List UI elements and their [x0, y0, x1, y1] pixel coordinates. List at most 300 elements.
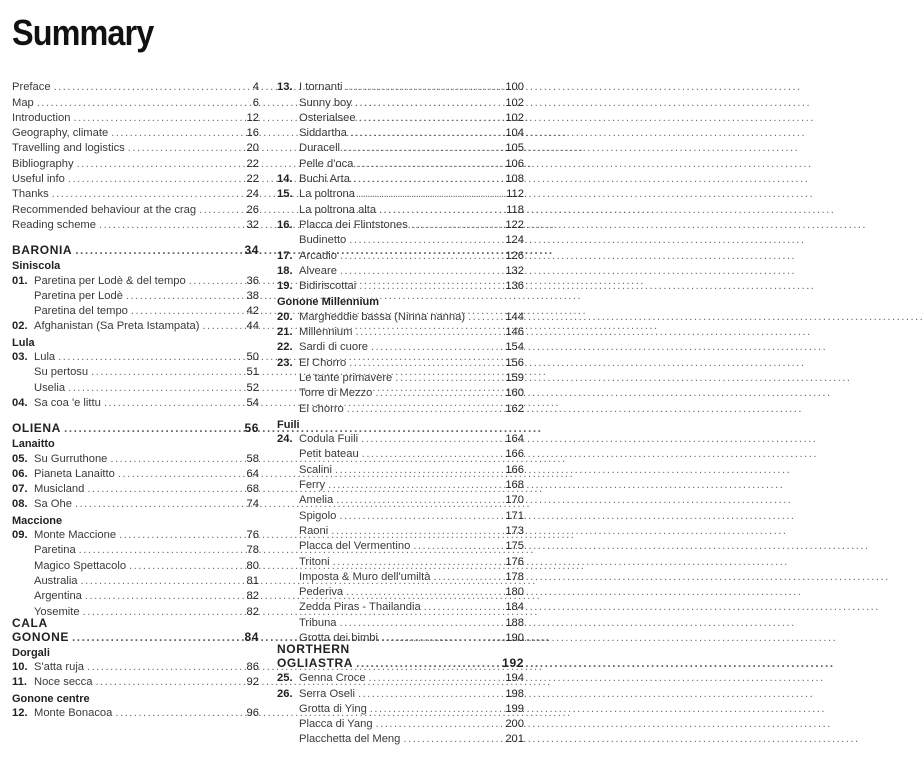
area-heading: Dorgali	[12, 646, 50, 659]
leader-dots	[367, 703, 506, 716]
entry-title: Torre di Mezzo	[299, 387, 373, 400]
entry-title: Sa Ohe	[34, 498, 72, 511]
entry-title: Lula	[34, 351, 56, 364]
page-number: 105	[505, 142, 524, 155]
leader-dots	[400, 733, 505, 746]
leader-dots	[352, 97, 505, 110]
leader-dots	[355, 688, 505, 701]
leader-dots	[392, 372, 505, 385]
toc-subentry[interactable]	[277, 731, 524, 746]
page-number: 132	[505, 264, 524, 277]
leader-dots	[336, 510, 505, 523]
region-heading[interactable]	[12, 239, 259, 257]
page-number: 190	[505, 631, 524, 644]
toc-entry[interactable]	[277, 247, 524, 262]
toc-entry[interactable]	[12, 659, 259, 674]
entry-title: Budinetto	[299, 234, 347, 247]
toc-subentry[interactable]	[12, 573, 259, 588]
toc-entry[interactable]	[277, 278, 524, 293]
entry-number: 14.	[277, 173, 293, 186]
leader-dots	[92, 676, 246, 689]
toc-subentry[interactable]	[277, 385, 524, 400]
toc-entry[interactable]	[12, 155, 259, 170]
entry-title: Zedda Piras - Thailandia	[299, 601, 421, 614]
page-number: 56	[244, 420, 259, 435]
page-number: 68	[246, 483, 259, 496]
toc-subentry[interactable]	[277, 614, 524, 629]
leader-dots	[333, 494, 505, 507]
toc-subentry[interactable]	[277, 155, 524, 170]
page-number: 201	[505, 733, 524, 746]
page-number: 34	[244, 242, 259, 257]
leader-dots	[352, 326, 505, 339]
leader-dots	[199, 320, 246, 333]
toc-entry[interactable]	[12, 674, 259, 689]
entry-number: 25.	[277, 672, 293, 685]
page-number: 194	[505, 672, 524, 685]
leader-dots	[410, 540, 505, 553]
toc-subentry[interactable]	[277, 201, 524, 216]
toc-entry[interactable]	[277, 217, 524, 232]
leader-dots	[82, 590, 247, 603]
toc-subentry[interactable]	[277, 716, 524, 731]
leader-dots	[366, 672, 506, 685]
entry-title: Petit bateau	[299, 448, 359, 461]
page-number: 22	[246, 157, 259, 170]
page-number: 24	[246, 188, 259, 201]
entry-title: Monte Maccione	[34, 529, 117, 542]
leader-dots	[359, 448, 506, 461]
page-number: 159	[505, 371, 524, 384]
entry-number: 18.	[277, 264, 293, 277]
page-number: 175	[505, 540, 524, 553]
leader-dots	[343, 586, 505, 599]
leader-dots	[350, 173, 505, 186]
leader-dots	[88, 366, 246, 379]
toc-subentry[interactable]	[277, 584, 524, 599]
toc-subentry[interactable]	[277, 370, 524, 385]
toc-subentry[interactable]	[277, 446, 524, 461]
leader-dots	[70, 112, 246, 125]
entry-number: 26.	[277, 687, 293, 700]
leader-dots	[115, 468, 247, 481]
page-number: 184	[505, 601, 524, 614]
entry-title: Bibliography	[12, 157, 74, 170]
page-number: 84	[244, 629, 259, 644]
entry-title: Su pertosu	[34, 366, 89, 379]
page-number: 154	[505, 341, 524, 354]
entry-title: S'atta ruja	[34, 661, 85, 674]
toc-subentry[interactable]	[277, 538, 524, 553]
toc-entry[interactable]	[12, 705, 259, 720]
entry-number: 01.	[12, 274, 28, 287]
entry-title: Arcadio	[299, 249, 337, 262]
entry-title: Buchi Arta	[299, 173, 350, 186]
entry-title: Magico Spettacolo	[34, 559, 127, 572]
leader-dots	[80, 606, 247, 619]
leader-dots	[346, 234, 505, 247]
toc-entry[interactable]	[277, 308, 524, 323]
page-number: 136	[505, 280, 524, 293]
leader-dots	[356, 280, 505, 293]
page-number: 58	[246, 452, 259, 465]
page-number: 102	[505, 111, 524, 124]
toc-subentry[interactable]	[277, 523, 524, 538]
toc-entry[interactable]	[12, 217, 259, 232]
leader-dots	[186, 275, 247, 288]
page-number: 144	[505, 310, 524, 323]
leader-dots	[344, 403, 506, 416]
leader-dots	[373, 718, 506, 731]
toc-subentry[interactable]	[12, 542, 259, 557]
leader-dots	[116, 529, 246, 542]
area-heading: Lula	[12, 336, 35, 349]
toc-entry[interactable]	[277, 186, 524, 201]
page-number: 16	[246, 127, 259, 140]
page-number: 42	[246, 305, 259, 318]
toc-entry[interactable]	[12, 496, 259, 511]
toc-subentry[interactable]	[277, 94, 524, 109]
entry-title: Yosemite	[34, 605, 80, 618]
entry-title: Siddartha	[299, 127, 347, 140]
toc-entry[interactable]	[277, 324, 524, 339]
toc-subentry[interactable]	[12, 588, 259, 603]
page-number: 126	[505, 249, 524, 262]
leader-dots	[112, 707, 246, 720]
page-number: 156	[505, 356, 524, 369]
toc-entry[interactable]	[12, 125, 259, 140]
entry-number: 22.	[277, 341, 293, 354]
toc-entry[interactable]	[12, 349, 259, 364]
entry-title: Genna Croce	[299, 672, 366, 685]
toc-subentry[interactable]	[277, 599, 524, 614]
page-number: 52	[246, 381, 259, 394]
page-number: 12	[246, 111, 259, 124]
page-number: 112	[506, 188, 524, 201]
toc-entry[interactable]	[12, 450, 259, 465]
entry-number: 20.	[277, 310, 293, 323]
entry-title: Margheddie bassa (Ninna nanna)	[299, 310, 466, 323]
leader-dots	[84, 483, 246, 496]
entry-title: Tritoni	[299, 555, 330, 568]
leader-dots	[65, 173, 247, 186]
entry-title: Reading scheme	[12, 218, 96, 231]
page-number: 32	[246, 218, 259, 231]
area-heading: Gonone Millennium	[277, 296, 380, 309]
page-number: 100	[505, 81, 524, 94]
leader-dots	[337, 265, 505, 278]
leader-dots	[330, 556, 506, 569]
page-number: 124	[505, 234, 524, 247]
toc-entry[interactable]	[12, 79, 259, 94]
toc-subentry[interactable]	[277, 701, 524, 716]
entry-title: Paretina del tempo	[34, 305, 128, 318]
entry-number: 07.	[12, 483, 28, 496]
area-heading: Maccione	[12, 514, 63, 527]
area-heading: Fuili	[277, 418, 300, 431]
entry-title: Placca di Yang	[299, 718, 373, 731]
entry-title: Raoni	[299, 524, 329, 537]
page-number: 54	[246, 396, 259, 409]
toc-entry[interactable]	[277, 670, 524, 685]
page-number: 171	[505, 509, 524, 522]
toc-subentry[interactable]	[277, 110, 524, 125]
page-number: 82	[246, 605, 259, 618]
leader-dots	[65, 382, 246, 395]
entry-title: Osterialsee	[299, 111, 356, 124]
page-number: 22	[246, 173, 259, 186]
entry-title: Afghanistan (Sa Preta Istampata)	[34, 320, 200, 333]
toc-entry[interactable]	[12, 272, 259, 287]
toc-entry[interactable]	[277, 79, 524, 94]
leader-dots	[78, 575, 247, 588]
toc-left-column	[12, 79, 259, 720]
entry-title: Ferry	[299, 479, 326, 492]
leader-dots	[332, 464, 505, 477]
toc-subentry[interactable]	[12, 303, 259, 318]
entry-number: 15.	[277, 188, 293, 201]
page-number: 160	[505, 387, 524, 400]
leader-dots	[49, 188, 247, 201]
entry-title: Grotta dei bimbi	[299, 631, 378, 644]
leader-dots	[337, 617, 506, 630]
page-number: 180	[505, 586, 524, 599]
entry-title: Pianeta Lanaitto	[34, 467, 115, 480]
leader-dots	[408, 219, 506, 232]
toc-subentry[interactable]	[277, 125, 524, 140]
entry-number: 04.	[12, 396, 28, 409]
entry-title: Paretina per Lodè	[34, 289, 123, 302]
leader-dots	[72, 243, 244, 257]
toc-subentry[interactable]	[12, 288, 259, 303]
page-number: 92	[246, 676, 259, 689]
toc-entry[interactable]	[12, 395, 259, 410]
entry-number: 09.	[12, 529, 28, 542]
entry-title: Placca dei Flintstones	[299, 218, 408, 231]
entry-title: Serra Oseli	[299, 687, 355, 700]
toc-entry[interactable]	[12, 466, 259, 481]
leader-dots	[72, 498, 247, 511]
toc-entry[interactable]	[12, 171, 259, 186]
entry-number: 11.	[12, 676, 27, 689]
page-number: 199	[505, 702, 524, 715]
leader-dots	[346, 357, 505, 370]
entry-number: 23.	[277, 356, 293, 369]
toc-entry[interactable]	[12, 110, 259, 125]
toc-subentry[interactable]	[277, 492, 524, 507]
entry-title: Uselia	[34, 381, 66, 394]
leader-dots	[76, 544, 247, 557]
entry-title: Spigolo	[299, 509, 337, 522]
entry-number: 08.	[12, 498, 28, 511]
leader-dots	[356, 112, 506, 125]
entry-title: Alveare	[299, 264, 337, 277]
page-number: 26	[246, 203, 259, 216]
toc-entry[interactable]	[12, 481, 259, 496]
entry-title: Le tante primavere	[299, 371, 393, 384]
page-number: 164	[505, 433, 524, 446]
entry-title: Grotta di Ying	[299, 702, 367, 715]
entry-title: I tornanti	[299, 81, 343, 94]
leader-dots	[128, 305, 247, 318]
leader-dots	[84, 661, 247, 674]
page-number: 86	[246, 661, 259, 674]
entry-title: Thanks	[12, 188, 49, 201]
entry-title: Placchetta del Meng	[299, 733, 401, 746]
page-number: 6	[252, 96, 259, 109]
leader-dots	[123, 290, 247, 303]
entry-title: Monte Bonacoa	[34, 706, 113, 719]
entry-title: Pederiva	[299, 586, 344, 599]
leader-dots	[353, 158, 505, 171]
toc-subentry[interactable]	[277, 140, 524, 155]
page-number: 168	[505, 479, 524, 492]
toc-subentry[interactable]	[277, 507, 524, 522]
leader-dots	[465, 311, 505, 324]
region-title: OLIENA	[12, 420, 61, 435]
area-heading: Siniscola	[12, 260, 61, 273]
page-number: 178	[505, 570, 524, 583]
toc-subentry[interactable]	[277, 232, 524, 247]
entry-title: La poltrona	[299, 188, 355, 201]
page-number: 162	[505, 402, 524, 415]
page-number: 44	[246, 320, 259, 333]
toc-entry[interactable]	[277, 171, 524, 186]
page-number: 176	[505, 555, 524, 568]
region-heading[interactable]	[277, 641, 524, 670]
leader-dots	[372, 387, 505, 400]
leader-dots	[108, 127, 246, 140]
toc-subentry[interactable]	[277, 400, 524, 415]
entry-title: Argentina	[34, 590, 82, 603]
leader-dots	[69, 630, 245, 644]
entry-title: La poltrona alta	[299, 203, 377, 216]
leader-dots	[125, 142, 247, 155]
page-number: 200	[505, 718, 524, 731]
region-title: CALA GONONE	[12, 615, 69, 644]
leader-dots	[101, 397, 247, 410]
page-number: 50	[246, 351, 259, 364]
page-number: 51	[246, 366, 259, 379]
entry-number: 10.	[12, 661, 28, 674]
area-heading: Lanaitto	[12, 438, 55, 451]
entry-number: 17.	[277, 249, 293, 262]
leader-dots	[353, 656, 502, 670]
toc-entry[interactable]	[12, 94, 259, 109]
leader-dots	[325, 479, 505, 492]
entry-title: Su Gurruthone	[34, 452, 108, 465]
leader-dots	[421, 601, 506, 614]
toc-subentry[interactable]	[12, 364, 259, 379]
entry-title: Codula Fuili	[299, 433, 359, 446]
toc-entry[interactable]	[277, 431, 524, 446]
leader-dots	[430, 571, 505, 584]
toc-entry[interactable]	[12, 186, 259, 201]
entry-title: Sardi di cuore	[299, 341, 369, 354]
entry-title: Recommended behaviour at the crag	[12, 203, 197, 216]
entry-number: 02.	[12, 320, 28, 333]
page-number: 36	[246, 274, 259, 287]
toc-entry[interactable]	[277, 339, 524, 354]
page-number: 81	[246, 574, 259, 587]
entry-number: 13.	[277, 81, 293, 94]
leader-dots	[126, 560, 247, 573]
region-title: BARONIA	[12, 242, 73, 257]
leader-dots	[55, 351, 246, 364]
entry-title: Musicland	[34, 483, 85, 496]
page-number: 64	[246, 467, 259, 480]
entry-title: Scalini	[299, 463, 332, 476]
page-number: 106	[505, 157, 524, 170]
region-heading[interactable]	[12, 615, 259, 644]
entry-title: Travelling and logistics	[12, 142, 125, 155]
entry-title: Amelia	[299, 494, 334, 507]
entry-number: 21.	[277, 326, 293, 339]
page-number: 20	[246, 142, 259, 155]
leader-dots	[368, 341, 505, 354]
toc-entry[interactable]	[277, 685, 524, 700]
leader-dots	[74, 158, 247, 171]
toc-entry[interactable]	[277, 354, 524, 369]
toc-entry[interactable]	[12, 140, 259, 155]
entry-title: Tribuna	[299, 616, 337, 629]
region-title: NORTHERN OGLIASTRA	[277, 641, 354, 670]
leader-dots	[347, 127, 505, 140]
toc-subentry[interactable]	[277, 569, 524, 584]
page-number: 166	[505, 448, 524, 461]
toc-entry[interactable]	[12, 201, 259, 216]
leader-dots	[34, 97, 253, 110]
entry-title: El Chorro	[299, 356, 347, 369]
entry-title: Pelle d'oca	[299, 157, 354, 170]
entry-title: Sunny boy	[299, 96, 352, 109]
entry-title: Paretina	[34, 544, 76, 557]
leader-dots	[376, 204, 506, 217]
entry-number: 06.	[12, 467, 28, 480]
entry-title: Noce secca	[34, 676, 93, 689]
leader-dots	[51, 81, 253, 94]
region-heading[interactable]	[12, 417, 259, 435]
entry-title: El chorro	[299, 402, 344, 415]
toc-entry[interactable]	[12, 318, 259, 333]
page-number: 198	[505, 687, 524, 700]
page-number: 122	[505, 218, 524, 231]
leader-dots	[378, 632, 505, 645]
page-number: 4	[252, 81, 259, 94]
page-number: 192	[502, 655, 524, 670]
toc-entry[interactable]	[12, 527, 259, 542]
page-number: 96	[246, 706, 259, 719]
page-number: 76	[246, 529, 259, 542]
toc-subentry[interactable]	[12, 557, 259, 572]
entry-number: 24.	[277, 433, 293, 446]
entry-number: 16.	[277, 218, 293, 231]
toc-subentry[interactable]	[277, 461, 524, 476]
entry-number: 03.	[12, 351, 28, 364]
entry-title: Paretina per Lodè & del tempo	[34, 274, 186, 287]
entry-title: Australia	[34, 574, 78, 587]
leader-dots	[337, 250, 505, 263]
toc-subentry[interactable]	[12, 379, 259, 394]
page-number: 82	[246, 590, 259, 603]
leader-dots	[107, 453, 246, 466]
entry-title: Duracell	[299, 142, 341, 155]
toc-subentry[interactable]	[277, 477, 524, 492]
toc-subentry[interactable]	[277, 553, 524, 568]
leader-dots	[61, 421, 245, 435]
toc-entry[interactable]	[277, 263, 524, 278]
page-number: 78	[246, 544, 259, 557]
